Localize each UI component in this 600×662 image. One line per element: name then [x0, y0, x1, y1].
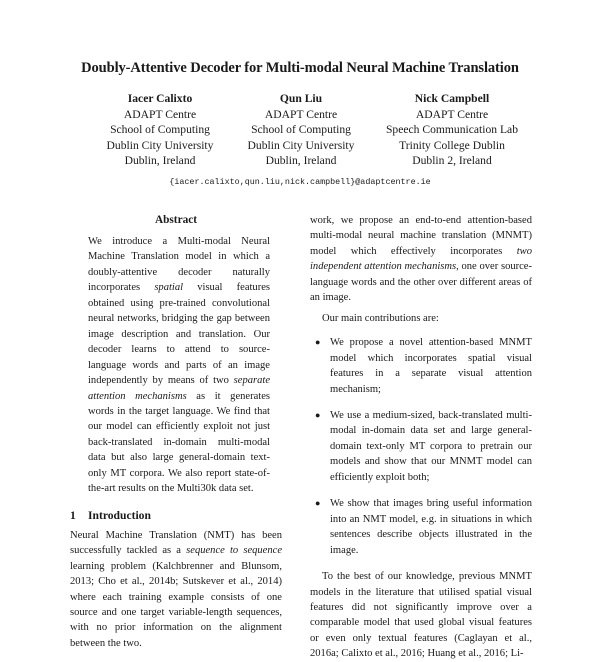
author-affiliation: Dublin, Ireland [124, 154, 196, 168]
list-item: ● We use a medium-sized, back-translated multi-modal in-domain data set and large general-domain text-only MT corpora to pretrain our models and show that our MNMT model can efficiently exploit both; [315, 409, 532, 483]
section-number: 1 [70, 508, 76, 522]
author-affiliation: ADAPT Centre [123, 107, 197, 121]
author-affiliation: Dublin City University [106, 138, 214, 152]
paper-title: Doubly-Attentive Decoder for Multi-modal Neural Machine Translation [81, 60, 519, 76]
left-column [70, 213, 282, 651]
list-item: ● We propose a novel attention-based MNMT model which incorporates spatial visual features in a separate visual attention mechanism; [315, 337, 532, 395]
author-affiliation: Dublin 2, Ireland [412, 154, 492, 168]
bullet-icon: ● [315, 409, 321, 420]
section-heading-introduction [70, 508, 282, 523]
abstract-heading: Abstract [154, 214, 198, 226]
author-emails[interactable]: {iacer.calixto,qun.liu,nick.campbell}@adaptcentre.ie [169, 177, 431, 187]
contributions-list [310, 335, 532, 558]
bullet-icon: ● [315, 337, 321, 348]
author-block-liu [230, 91, 372, 169]
author-affiliation: Dublin, Ireland [265, 154, 337, 168]
author-affiliation: School of Computing [110, 123, 210, 137]
author-block-campbell [372, 91, 532, 169]
author-affiliation: ADAPT Centre [264, 107, 338, 121]
author-affiliation: School of Computing [251, 123, 351, 137]
right-column [310, 213, 532, 662]
author-affiliation: Dublin City University [247, 138, 355, 152]
list-item: ● We show that images bring useful information into an NMT model, e.g. in situations in which sentences describe objects illustrated in the image. [315, 498, 532, 556]
intro-paragraph: Neural Machine Translation (NMT) has been successfully tackled as a sequence to sequence learning problem (Kalchbrenner and Blunsom, 2013; Cho et al., 2014b; Sutskever et al., 2014) where each training example consists of one source and one target variable-length sequences, with no prior information on the alignment between the two. [70, 529, 283, 649]
related-work-paragraph: To the best of our knowledge, previous MNMT models in the literature that utilised spatial visual features did not significantly improve over a comparable model that used global visual features or even only textual features (Caglayan et al., 2016a; Calixto et al., 2016; Huang et al., 2016; Li- [310, 571, 532, 660]
author-name: Iacer Calixto [127, 92, 193, 105]
author-name: Nick Campbell [414, 92, 490, 105]
author-name: Qun Liu [279, 92, 323, 105]
author-block-calixto [85, 91, 235, 169]
abstract-text: We introduce a Multi-modal Neural Machine Translation model in which a doubly-attentive decoder naturally incorporates spatial visual features obtained using pre-trained convolutional neural networks, bridging the gap between image description and translation. Our decoder learns to attend to source-language words and parts of an image independently by means of two separate attention mechanisms as it generates words in the target language. We find that our model can efficiently exploit not just back-translated in-domain multi-modal data but also large general-domain text-only MT corpora. We also report state-of-the-art results on the Multi30k data set. [88, 236, 271, 495]
author-affiliation: Speech Communication Lab [385, 123, 518, 137]
section-title: Introduction [88, 508, 151, 522]
author-affiliation: Trinity College Dublin [399, 138, 505, 152]
bullet-icon: ● [315, 498, 321, 509]
intro-continued-paragraph: work, we propose an end-to-end attention-based multi-modal neural machine translation (MNMT) model which effectively incorporates two independent attention mechanisms, one over source-language words and the other over different areas of an image. [310, 215, 533, 304]
contributions-intro: Our main contributions are: [322, 312, 439, 324]
author-affiliation: ADAPT Centre [415, 107, 489, 121]
